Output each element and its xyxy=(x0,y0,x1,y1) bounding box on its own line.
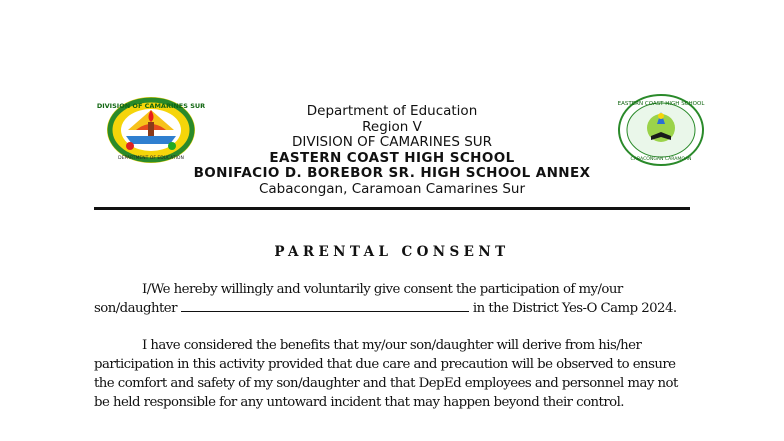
svg-text:DIVISION OF CAMARINES SUR: DIVISION OF CAMARINES SUR xyxy=(96,102,206,110)
header-region: Region V xyxy=(362,118,422,135)
header-annex: BONIFACIO D. BOREBOR SR. HIGH SCHOOL ANNEX xyxy=(193,165,591,182)
letterhead xyxy=(150,104,634,198)
header-division: DIVISION OF CAMARINES SUR xyxy=(291,134,493,151)
benefits-text: I have considered the benefits that my/our son/daughter will derive from his/her participation in this activity provided that due care and precaution will be observed to ensure the comfort and safety of my son/daughter and that DepEd employees and personnel may not be held responsible for any untoward incident that may happen beyond their control. xyxy=(94,338,678,410)
document-title: PARENTAL CONSENT xyxy=(274,244,510,260)
consent-paragraph xyxy=(94,280,694,318)
consent-text-end: in the District Yes-O Camp 2024. xyxy=(472,301,677,316)
header-divider xyxy=(94,207,690,210)
svg-text:DEPARTMENT OF EDUCATION: DEPARTMENT OF EDUCATION xyxy=(118,156,184,161)
svg-text:CABACONGAN CARAMOAN: CABACONGAN CARAMOAN xyxy=(630,157,692,162)
child-name-blank[interactable] xyxy=(181,299,469,312)
header-department: Department of Education xyxy=(306,103,478,119)
header-school: EASTERN COAST HIGH SCHOOL xyxy=(269,149,515,166)
benefits-paragraph xyxy=(94,336,694,412)
svg-text:EASTERN COAST HIGH SCHOOL: EASTERN COAST HIGH SCHOOL xyxy=(617,101,705,107)
header-address: Cabacongan, Caramoan Camarines Sur xyxy=(258,180,526,197)
consent-text-start: I/We hereby willingly and voluntarily give consent the participation of my/our son/daughter xyxy=(94,282,623,316)
